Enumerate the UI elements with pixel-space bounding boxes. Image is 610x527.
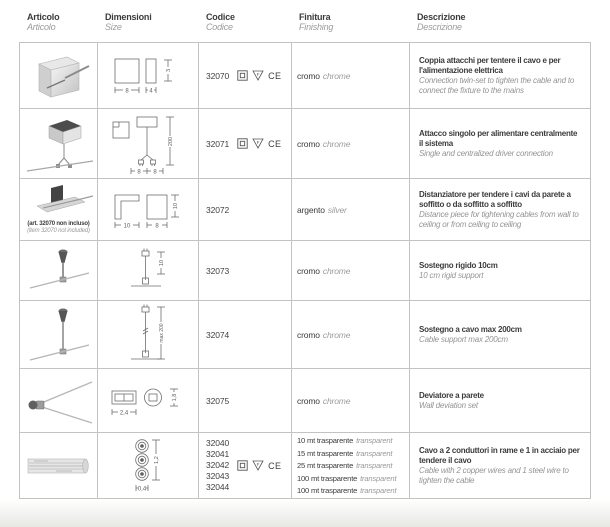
f-mark-letter: F	[256, 72, 260, 77]
product-photo-cell	[20, 241, 98, 301]
description-cell	[410, 241, 591, 301]
description-cell	[410, 369, 591, 433]
dim-width-label: 2,4	[119, 410, 129, 416]
description-cell	[410, 433, 591, 499]
product-code-list	[206, 438, 229, 493]
finish-en: silver	[327, 204, 347, 215]
product-photo-cell	[20, 433, 98, 499]
code-cell	[199, 369, 292, 433]
dim-height-label: max 200	[159, 322, 165, 343]
description-en: 10 cm rigid support	[419, 270, 484, 280]
finish-en: transparent	[360, 486, 397, 496]
description-it: Attacco singolo per alimentare centralmente il sistema	[419, 128, 578, 148]
ribbon-cable-photo	[26, 453, 92, 479]
certification-icons	[237, 460, 281, 471]
f-mark-icon	[252, 138, 264, 149]
twin-cable-connector-photo	[27, 50, 91, 102]
double-insulation-icon	[237, 138, 248, 149]
description-it: Deviatore a parete	[419, 390, 484, 400]
finish-en: chrome	[322, 265, 351, 276]
code-cell	[199, 433, 292, 499]
product-code: 32072	[206, 204, 230, 215]
description-it: Distanziatore per tendere i cavi da parete a soffitto o da soffitto a soffitto	[419, 189, 571, 209]
dim-height-label: 10	[159, 259, 165, 266]
dimension-cell	[98, 109, 199, 179]
finish-cell	[292, 179, 410, 241]
header-subtitle: Finishing	[299, 22, 334, 32]
finish-it: cromo	[297, 138, 320, 149]
dimension-cell	[98, 179, 199, 241]
finish-list	[297, 434, 396, 496]
description-cell	[410, 43, 591, 109]
description-cell	[410, 109, 591, 179]
description-cell	[410, 179, 591, 241]
header-codice	[198, 12, 291, 32]
finish-it: 100 mt trasparente	[297, 486, 358, 496]
dimension-diagram	[125, 303, 171, 367]
description-it: Cavo a 2 conduttori in rame e 1 in acciaio per tendere il cavo	[419, 445, 580, 465]
finish-it: 25 mt trasparente	[297, 461, 354, 471]
finish-en: transparent	[356, 448, 393, 458]
product-photo-cell	[20, 179, 98, 241]
dimension-cell	[98, 433, 199, 499]
certification-icons	[237, 70, 281, 81]
header-finitura	[291, 12, 409, 32]
code-cell	[199, 43, 292, 109]
finish-en: chrome	[322, 395, 351, 406]
finish-it: cromo	[297, 265, 320, 276]
finish-it: 100 mt trasparente	[297, 473, 358, 483]
dim-width-label: 10	[123, 223, 131, 229]
description-cell	[410, 301, 591, 369]
header-articolo	[19, 12, 97, 32]
product-photo-cell	[20, 43, 98, 109]
ce-mark-icon: CE	[268, 460, 282, 471]
product-code: 32043	[206, 471, 230, 481]
description-it: Coppia attacchi per tentere il cavo e per l'alimentazione elettrica	[419, 55, 561, 75]
product-code: 32044	[206, 482, 230, 492]
description-it: Sostegno a cavo max 200cm	[419, 324, 522, 334]
header-title: Articolo	[27, 12, 60, 22]
code-cell	[199, 109, 292, 179]
finish-line	[297, 459, 396, 471]
finish-it: 15 mt trasparente	[297, 448, 354, 458]
dim-width-label: 8	[153, 169, 157, 175]
product-code: 32071	[206, 138, 230, 149]
finish-cell	[292, 301, 410, 369]
f-mark-icon	[252, 460, 264, 471]
header-subtitle: Codice	[206, 22, 233, 32]
description-en: Wall deviation set	[419, 400, 478, 410]
product-code: 32042	[206, 460, 230, 470]
dimension-diagram	[108, 380, 188, 422]
double-insulation-icon	[237, 70, 248, 81]
finish-en: chrome	[322, 138, 351, 149]
finish-line	[297, 447, 396, 459]
product-code: 32041	[206, 449, 230, 459]
finish-it: cromo	[297, 395, 320, 406]
distance-bracket-photo	[23, 185, 95, 219]
product-code: 32074	[206, 329, 230, 340]
code-cell	[199, 301, 292, 369]
product-code: 32073	[206, 265, 230, 276]
dimension-diagram	[125, 246, 171, 296]
table-header	[19, 12, 590, 32]
finish-en: transparent	[360, 473, 397, 483]
product-photo-cell	[20, 301, 98, 369]
dimension-diagram	[108, 113, 188, 175]
product-table	[19, 42, 591, 499]
dim-width-label: 4	[149, 88, 153, 94]
product-photo-cell	[20, 369, 98, 433]
dim-width-label: 0,4	[137, 486, 147, 492]
code-cell	[199, 179, 292, 241]
product-code: 32040	[206, 438, 230, 448]
description-en: Connection twin-set to tighten the cable and to connect the fixture to the mains	[419, 75, 575, 95]
finish-en: transparent	[356, 461, 393, 471]
header-descrizione	[409, 12, 590, 32]
dimension-cell	[98, 301, 199, 369]
header-subtitle: Size	[105, 22, 122, 32]
finish-it: 10 mt trasparente	[297, 436, 354, 446]
ce-mark-icon: CE	[268, 138, 282, 149]
description-en: Single and centralized driver connection	[419, 148, 553, 158]
finish-cell	[292, 241, 410, 301]
rigid-support-photo	[25, 246, 93, 296]
dim-width-label: 8	[137, 169, 141, 175]
header-title: Finitura	[299, 12, 331, 22]
image-note	[27, 221, 90, 235]
finish-line	[297, 472, 396, 484]
dimension-cell	[98, 369, 199, 433]
double-insulation-icon	[237, 460, 248, 471]
dim-height-label: 3	[166, 68, 172, 72]
image-note-it: (art. 32070 non incluso)	[27, 220, 90, 227]
dim-height-label: 10	[173, 202, 179, 209]
finish-en: chrome	[322, 70, 351, 81]
finish-cell	[292, 433, 410, 499]
dim-width-label: 8	[155, 223, 159, 229]
finish-cell	[292, 109, 410, 179]
wall-deviator-photo	[24, 376, 94, 426]
dimension-cell	[98, 43, 199, 109]
dimension-cell	[98, 241, 199, 301]
f-mark-letter: F	[256, 462, 260, 467]
header-subtitle: Descrizione	[417, 22, 462, 32]
dim-height-label: 200	[168, 136, 174, 146]
f-mark-letter: F	[256, 140, 260, 145]
description-en: Cable with 2 copper wires and 1 steel wire to tighten the cable	[419, 465, 569, 485]
dimension-diagram	[112, 54, 184, 98]
finish-it: argento	[297, 204, 325, 215]
description-en: Cable support max 200cm	[419, 334, 508, 344]
header-subtitle: Articolo	[27, 22, 56, 32]
finish-line	[297, 434, 396, 446]
dim-height-label: 1,8	[172, 393, 178, 401]
header-title: Descrizione	[417, 12, 466, 22]
header-title: Codice	[206, 12, 235, 22]
finish-it: cromo	[297, 329, 320, 340]
header-dimensioni	[97, 12, 198, 32]
finish-cell	[292, 43, 410, 109]
product-code: 32075	[206, 395, 230, 406]
finish-it: cromo	[297, 70, 320, 81]
certification-icons	[237, 138, 281, 149]
product-photo-cell	[20, 109, 98, 179]
dim-width-label: 8	[125, 88, 129, 94]
ce-mark-icon: CE	[268, 70, 282, 81]
header-title: Dimensioni	[105, 12, 152, 22]
cable-support-photo	[25, 306, 93, 364]
description-en: Distance piece for tightening cables from wall to ceiling or from ceiling to ceiling	[419, 209, 579, 229]
dim-height-label: 1,2	[154, 455, 160, 464]
finish-en: transparent	[356, 436, 393, 446]
finish-line	[297, 484, 396, 496]
dimension-diagram	[125, 437, 171, 495]
product-code: 32070	[206, 70, 230, 81]
description-it: Sostegno rigido 10cm	[419, 260, 498, 270]
finish-cell	[292, 369, 410, 433]
dimension-diagram	[112, 190, 184, 230]
code-cell	[199, 241, 292, 301]
f-mark-icon	[252, 70, 264, 81]
central-driver-connector-photo	[23, 115, 95, 173]
finish-en: chrome	[322, 329, 351, 340]
image-note-en: (item 32070 not included)	[27, 227, 90, 234]
footer-gradient-band	[0, 499, 610, 527]
